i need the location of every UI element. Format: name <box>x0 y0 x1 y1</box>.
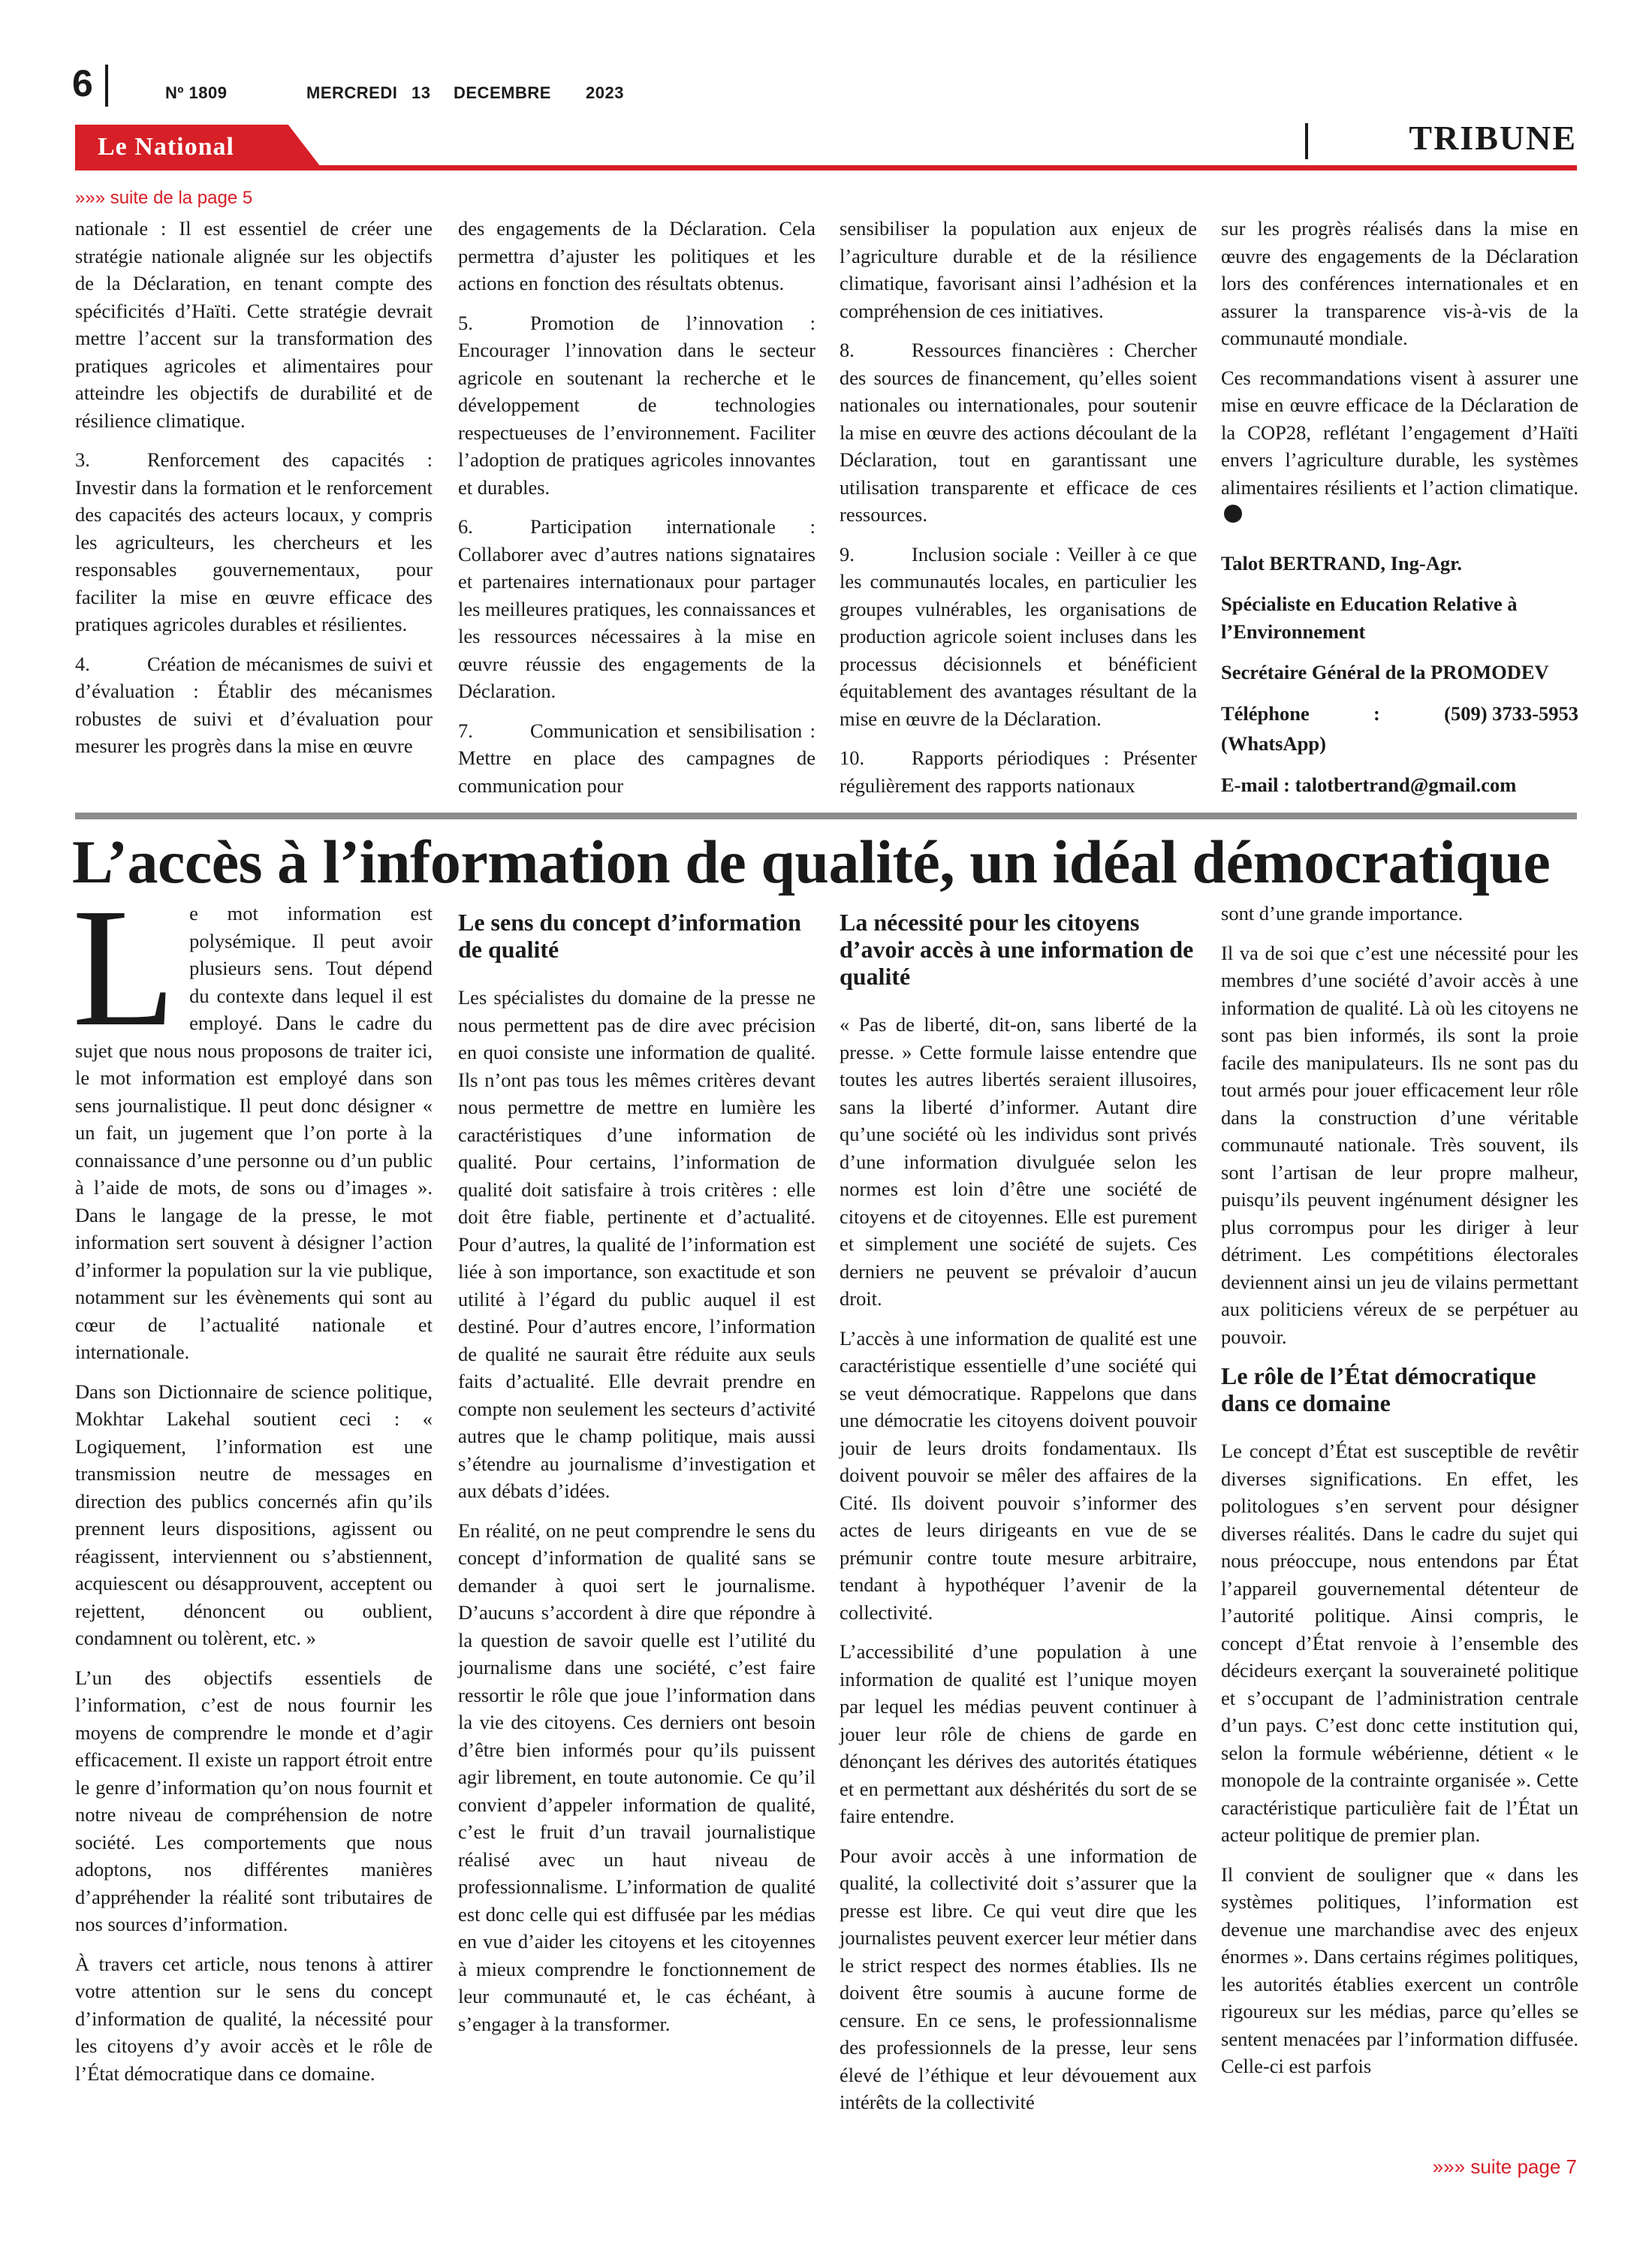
paragraph: En réalité, on ne peut comprendre le sens du concept d’information de qualité sans se demander à quoi sert le journalisme. D’aucuns s’accordent à dire que répondre à la question de savoir quelle est l’utilité du journalisme dans une société, c’est faire ressortir le rôle que joue l’information dans la vie des citoyens. Ces derniers ont besoin d’être bien informés pour qu’ils puissent agir librement, en toute autonomie. Ce qu’il convient d’appeler information de qualité, c’est le fruit d’un travail journalistique réalisé avec un haut niveau de professionnalisme. L’information de qualité est donc celle qui est diffusée par les médias en vue d’aider les citoyens et les citoyennes à mieux comprendre le fonctionnement de leur communauté et, le cas échéant, à s’engager à la transformer. <box>458 1519 815 2035</box>
paragraph: L’accès à une information de qualité est une caractéristique essentielle d’une société qui se veut démocratique. Rappelons que dans une démocratie les citoyens doivent pouvoir jouir de leurs droits fondamentaux. Ils doivent pouvoir se mêler des affaires de la Cité. Ils doivent pouvoir s’informer des actes de leurs dirigeants en vue de se prémunir contre toute mesure arbitraire, tendant à hypothéquer l’avenir de la collectivité. <box>840 1326 1197 1624</box>
header-red-rule <box>75 165 1577 170</box>
section-divider <box>1305 123 1308 159</box>
list-text: Communication et sensibilisation : Mettre en place des campagnes de communication pour <box>458 719 815 797</box>
list-item <box>458 309 815 502</box>
section-subheading: Le rôle de l’État démocratique dans ce domaine <box>1221 1362 1536 1416</box>
list-item <box>75 650 433 760</box>
issue-year: 2023 <box>586 83 624 102</box>
article-separator <box>75 813 1577 819</box>
paragraph <box>72 873 433 1366</box>
paragraph: sensibiliser la population aux enjeux de l’agriculture durable et de la résilience climatique, favorisant ainsi l’adhésion et la compréhension de ces initiatives. <box>840 217 1197 322</box>
list-text: Participation internationale : Collaborer avec d’autres nations signataires et partenaires internationaux pour partager les meilleures pratiques, les connaissances et les ressources nécessaires à la mise en œuvre réussie des engagements de la Déclaration. <box>458 515 815 702</box>
main-article-column-1 <box>72 873 433 2087</box>
list-number: 6. <box>458 515 473 538</box>
paragraph: Le concept d’État est susceptible de revêtir diverses significations. En effet, les politologues s’en servent pour désigner diverses réalités. Dans le cadre du sujet qui nous préoccupe, nous entendons par État l’appareil gouvernemental détenteur de l’autorité politique. Ainsi compris, le concept d’État renvoie à l’ensemble des décideurs exerçant la souveraineté politique et s’occupant de l’administration centrale d’un pays. C’est donc cette institution qui, selon la formule wébérienne, détient « le monopole de la contrainte organisée ». Cette caractéristique particulière fait de l’État un acteur politique de premier plan. <box>1221 1440 1578 1846</box>
top-article-column-1 <box>75 215 433 760</box>
list-number: 4. <box>75 652 90 675</box>
paragraph: nationale : Il est essentiel de créer une stratégie nationale alignée sur les objectifs de la Déclaration, en tenant compte des spécificités d’Haïti. Cette stratégie devrait mettre l’accent sur la transformation des pratiques agricoles et alimentaires pour atteindre les objectifs de durabilité et de résilience climatique. <box>75 217 433 432</box>
author-signature <box>1221 550 1578 799</box>
list-item <box>840 744 1197 799</box>
author-phone <box>1221 700 1578 728</box>
paragraph: sont d’une grande importance. <box>1221 902 1464 924</box>
paragraph: Pour avoir accès à une information de qualité, la collectivité doit s’assurer que la presse est libre. Ce qui veut dire que les journalistes peuvent exercer leur métier dans le strict respect des normes établies. Ils ne doivent être soumis à aucune forme de censure. En ce sens, le professionnalisme des professionnels de la presse, leur sens élevé de l’éthique et leur dévouement aux intérêts de la collectivité <box>840 1844 1197 2113</box>
list-number: 5. <box>458 311 473 334</box>
paragraph-text: e mot information est polysémique. Il peut avoir plusieurs sens. Tout dépend du contexte dans lequel il est employé. Dans le cadre du sujet que nous nous proposons de traiter ici, le mot information est employé dans son sens journalistique. Il peut donc désigner « un fait, un jugement que l’on porte à la connaissance d’une personne ou d’un public à l’aide de mots, de sons ou d’images ». Dans le langage de la presse, le mot information sert souvent à désigner l’action d’informer la population sur la vie publique, notamment sur les évènements qui sont au cœur de l’actualité nationale et internationale. <box>75 902 433 1363</box>
list-item <box>458 717 815 800</box>
continued-from-link[interactable]: »»» suite de la page 5 <box>75 188 253 208</box>
section-title: TRIBUNE <box>1409 119 1577 157</box>
top-article-column-4 <box>1221 215 1578 812</box>
list-item <box>840 336 1197 529</box>
list-number: 7. <box>458 719 473 742</box>
paragraph: Dans son Dictionnaire de science politique, Mokhtar Lakehal soutient ceci : « Logiquement, l’information est une transmission neutre de messages en direction des publics concernés afin qu’ils prennent leurs dispositions, agissent ou réagissent, interviennent ou s’abstiennent, acquiescent ou désapprouvent, acceptent ou rejettent, dénoncent ou oublient, condamnent ou tolèrent, etc. » <box>75 1380 433 1649</box>
main-article-column-4 <box>1221 900 1578 2080</box>
article-headline: L’accès à l’information de qualité, un idéal démocratique <box>72 828 1551 896</box>
paragraph: L’un des objectifs essentiels de l’information, c’est de nous fournir les moyens de comprendre le monde et d’agir efficacement. Il existe un rapport étroit entre le genre d’information qu’on nous fournit et notre niveau de compréhension de notre société. Les comportements que nous adoptons, nos différentes manières d’appréhender la réalité sont tributaires de nos sources d’information. <box>75 1666 433 1935</box>
list-number: 10. <box>840 746 865 769</box>
author-name: Talot BERTRAND, Ing-Agr. <box>1221 551 1463 575</box>
paragraph-text: Ces recommandations visent à assurer une mise en œuvre efficace de la Déclaration de la COP28, reflétant l’engagement d’Haïti envers l’agriculture durable, les systèmes alimentaires résilients et l’action climatique. <box>1221 366 1578 499</box>
paragraph <box>1221 364 1578 529</box>
list-number: 9. <box>840 542 855 566</box>
list-text: Rapports périodiques : Présenter régulièrement des rapports nationaux <box>840 746 1197 797</box>
paragraph: L’accessibilité d’une population à une information de qualité est l’unique moyen par lequel les médias peuvent continuer à jouer leur rôle de chiens de garde en dénonçant les dérives des autorités étatiques et en permettant aux déshérités du sort de se faire entendre. <box>840 1640 1197 1827</box>
list-item <box>75 446 433 638</box>
list-text: Inclusion sociale : Veiller à ce que les communautés locales, en particulier les groupes vulnérables, les organisations de production agricole soient incluses dans les processus décisionnels et bénéficient équitablement des avantages résultant de la mise en œuvre de la Déclaration. <box>840 542 1197 730</box>
top-article-column-3 <box>840 215 1197 799</box>
list-text: Création de mécanismes de suivi et d’évaluation : Établir des mécanismes robustes de suivi et d’évaluation pour mesurer les progrès dans la mise en œuvre <box>75 652 433 757</box>
list-item <box>840 541 1197 733</box>
newspaper-logo: Le National <box>98 133 234 161</box>
issue-number: Nº 1809 <box>165 83 228 102</box>
issue-day: 13 <box>411 83 431 102</box>
author-role: Spécialiste en Education Relative à l’Environnement <box>1221 593 1518 643</box>
paragraph: des engagements de la Déclaration. Cela permettra d’ajuster les politiques et les actions en fonction des résultats obtenus. <box>458 217 815 294</box>
paragraph: Les spécialistes du domaine de la presse ne nous permettent pas de dire avec précision en quoi consiste une information de qualité. Ils n’ont pas tous les mêmes critères devant nous permettre de mettre en lumière les caractéristiques d’une information de qualité. Pour certains, l’information de qualité doit satisfaire à trois critères : elle doit être fiable, pertinente et d’actualité. Pour d’autres, la qualité de l’information est liée à son importance, son exactitude et son utilité à l’égard du public auquel il est destiné. Pour d’autres encore, l’information de qualité ne saurait être réduite aux seuls faits d’actualité. Elle devrait prendre en compte non seulement les secteurs d’activité autres que le champ politique, mais aussi s’étendre au journalisme d’investigation et aux débats d’idées. <box>458 986 815 1502</box>
list-text: Ressources financières : Chercher des sources de financement, qu’elles soient nationales ou internationales, pour soutenir la mise en œuvre des actions découlant de la Déclaration, tout en garantissant une utilisation transparente et efficace de ces ressources. <box>840 339 1197 526</box>
continued-on-link[interactable]: »»» suite page 7 <box>1432 2155 1577 2178</box>
paragraph: Il convient de souligner que « dans les systèmes politiques, l’information est devenue une marchandise avec des enjeux énormes ». Dans certains régimes politiques, les autorités établies exercent un contrôle rigoureux sur les médias, parce qu’elles se sentent menacées par l’information diffusée. Celle-ci est parfois <box>1221 1862 1578 2077</box>
top-article-column-2 <box>458 215 815 799</box>
main-article-column-2 <box>458 909 815 2037</box>
issue-month: DECEMBRE <box>454 83 551 102</box>
section-subheading: Le sens du concept d’information de qualité <box>458 909 801 963</box>
phone-label: Téléphone <box>1221 701 1310 725</box>
list-number: 3. <box>75 448 90 471</box>
paragraph: À travers cet article, nous tenons à attirer votre attention sur le sens du concept d’information de qualité, la nécessité pour les citoyens d’y avoir accès et le rôle de l’État démocratique dans ce domaine. <box>75 1952 433 2085</box>
list-number: 8. <box>840 339 855 361</box>
phone-app: (WhatsApp) <box>1221 732 1326 755</box>
list-text: Promotion de l’innovation : Encourager l’innovation dans le secteur agricole en soutenant la recherche et le développement de technologies respectueuses de l’environnement. Faciliter l’adoption de pratiques agricoles innovantes et durables. <box>458 311 815 499</box>
main-article-column-3 <box>840 909 1197 2116</box>
section-subheading: La nécessité pour les citoyens d’avoir accès à une information de qualité <box>840 909 1194 990</box>
phone-separator: : <box>1373 701 1380 725</box>
author-email[interactable]: E-mail : talotbertrand@gmail.com <box>1221 773 1517 796</box>
issue-weekday: MERCREDI <box>306 83 398 102</box>
paragraph: « Pas de liberté, dit-on, sans liberté de la presse. » Cette formule laisse entendre que toutes les autres libertés seraient illusoires, sans la liberté d’informer. Autant dire qu’une société où les individus sont privés d’une information divulguée selon les normes est loin d’être une société de citoyens et de citoyennes. Elle est purement et simplement une société de sujets. Ces derniers ne peuvent se prévaloir d’aucun droit. <box>840 1013 1197 1310</box>
list-item <box>458 513 815 705</box>
page-number-divider <box>105 65 108 107</box>
author-role: Secrétaire Général de la PROMODEV <box>1221 661 1549 683</box>
page-number: 6 <box>72 62 93 104</box>
drop-cap: L <box>72 873 176 1061</box>
phone-number: (509) 3733-5953 <box>1444 701 1578 725</box>
list-text: Renforcement des capacités : Investir dans la formation et le renforcement des capacités des acteurs locaux, y compris les agriculteurs, les chercheurs et les responsables gouvernementaux, pour faciliter la mise en œuvre efficace des pratiques agricoles durables et résilientes. <box>75 448 433 635</box>
paragraph: Il va de soi que c’est une nécessité pour les membres d’une société d’avoir accès à une information de qualité. Là où les citoyens ne sont pas bien informés, ils sont la proie facile des manipulateurs. Ils ne sont pas du tout armés pour jouer efficacement leur rôle dans la construction d’une véritable communauté nationale. Très souvent, ils sont l’artisan de leur propre malheur, puisqu’ils peuvent ingénument désigner les plus corrompus pour les diriger à leur détriment. Les compétitions électorales deviennent ainsi un jeu de vilains permettant aux politiciens véreux de se perpétuer au pouvoir. <box>1221 941 1578 1348</box>
paragraph: sur les progrès réalisés dans la mise en œuvre des engagements de la Déclaration lors des conférences internationales et en assurer la transparence vis-à-vis de la communauté mondiale. <box>1221 217 1578 349</box>
end-of-article-icon <box>1224 505 1242 523</box>
